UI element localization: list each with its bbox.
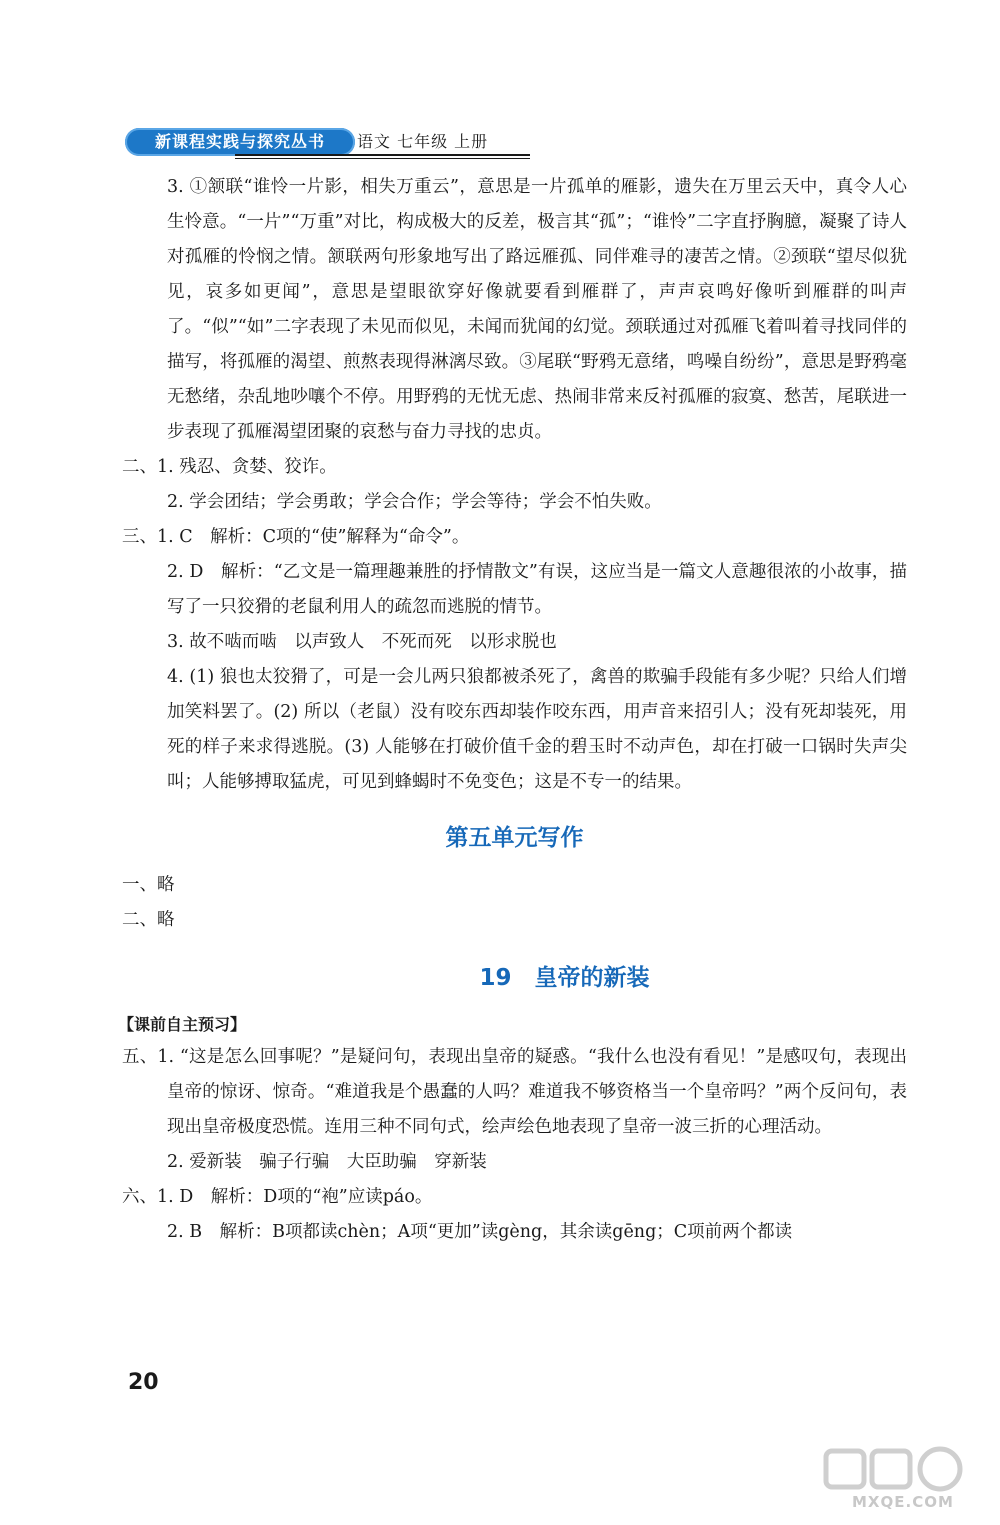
section-title: 第五单元写作 [445, 825, 584, 851]
answer-paragraph: 六、1. D 解析：D项的“袍”应读páo。 [122, 1187, 433, 1207]
subsection-heading: 【课前自主预习】 [118, 1015, 247, 1034]
running-header [125, 128, 530, 156]
answer-content [118, 170, 907, 1250]
watermark-logo [822, 1445, 982, 1515]
answer-paragraph: 三、1. C 解析：C项的“使”解释为“命令”。 [122, 527, 470, 547]
watermark-logo-icon [822, 1445, 972, 1497]
answer-paragraph: 2. 学会团结；学会勇敢；学会合作；学会等待；学会不怕失败。 [167, 492, 662, 512]
answer-paragraph: 3. 故不啮而啮 以声致人 不死而死 以形求脱也 [167, 632, 557, 652]
answer-paragraph: 2. B 解析：B项都读chèn；A项“更加”读gèng，其余读gēng；C项前两个都读 [167, 1222, 793, 1242]
answer-paragraph: 二、略 [122, 910, 175, 930]
series-title-badge: 新课程实践与探究丛书 [125, 128, 355, 156]
answer-paragraph: 五、1. “这是怎么回事呢？”是疑问句，表现出皇帝的疑惑。“我什么也没有看见！”是感叹句，表现出皇帝的惊讶、惊奇。“难道我是个愚蠢的人吗？难道我不够资格当一个皇帝吗？”两个反问句，表现出皇帝极度恐慌。连用三种不同句式，绘声绘色地表现了皇帝一波三折的心理活动。 [122, 1047, 907, 1137]
page-number: 20 [128, 1370, 159, 1395]
answer-paragraph: 一、略 [122, 875, 175, 895]
watermark-text: MXQE.COM [852, 1493, 954, 1511]
answer-paragraph: 2. 爱新装 骗子行骗 大臣助骗 穿新装 [167, 1152, 487, 1172]
book-info: 语文 七年级 上册 [357, 132, 489, 151]
section-title: 19 皇帝的新装 [479, 965, 650, 991]
answer-paragraph: 4. (1) 狼也太狡猾了，可是一会儿两只狼都被杀死了，禽兽的欺骗手段能有多少呢？只给人们增加笑料罢了。(2) 所以（老鼠）没有咬东西却装作咬东西，用声音来招引人；没有死却装死，用死的样子来求得逃脱。(3) 人能够在打破价值千金的碧玉时不动声色，却在打破一口锅时失声尖叫；人能够搏取猛虎，可见到蜂蝎时不免变色；这是不专一的结果。 [167, 667, 907, 792]
answer-paragraph: 二、1. 残忍、贪婪、狡诈。 [122, 457, 337, 477]
answer-paragraph: 3. ①颔联“谁怜一片影，相失万重云”，意思是一片孤单的雁影，遗失在万里云天中，真令人心生怜意。“一片”“万重”对比，构成极大的反差，极言其“孤”；“谁怜”二字直抒胸臆，凝聚了诗人对孤雁的怜悯之情。颔联两句形象地写出了路远雁孤、同伴难寻的凄苦之情。②颈联“望尽似犹见，哀多如更闻”，意思是望眼欲穿好像就要看到雁群了，声声哀鸣好像听到雁群的叫声了。“似”“如”二字表现了未见而似见，未闻而犹闻的幻觉。颈联通过对孤雁飞着叫着寻找同伴的描写，将孤雁的渴望、煎熬表现得淋漓尽致。③尾联“野鸦无意绪，鸣噪自纷纷”，意思是野鸦毫无愁绪，杂乱地吵嚷个不停。用野鸦的无忧无虑、热闹非常来反衬孤雁的寂寞、愁苦，尾联进一步表现了孤雁渴望团聚的哀愁与奋力寻找的忠贞。 [167, 177, 907, 442]
header-rule [235, 154, 530, 156]
answer-paragraph: 2. D 解析：“乙文是一篇理趣兼胜的抒情散文”有误，这应当是一篇文人意趣很浓的小故事，描写了一只狡猾的老鼠利用人的疏忽而逃脱的情节。 [167, 562, 907, 617]
header-rule [235, 158, 530, 159]
